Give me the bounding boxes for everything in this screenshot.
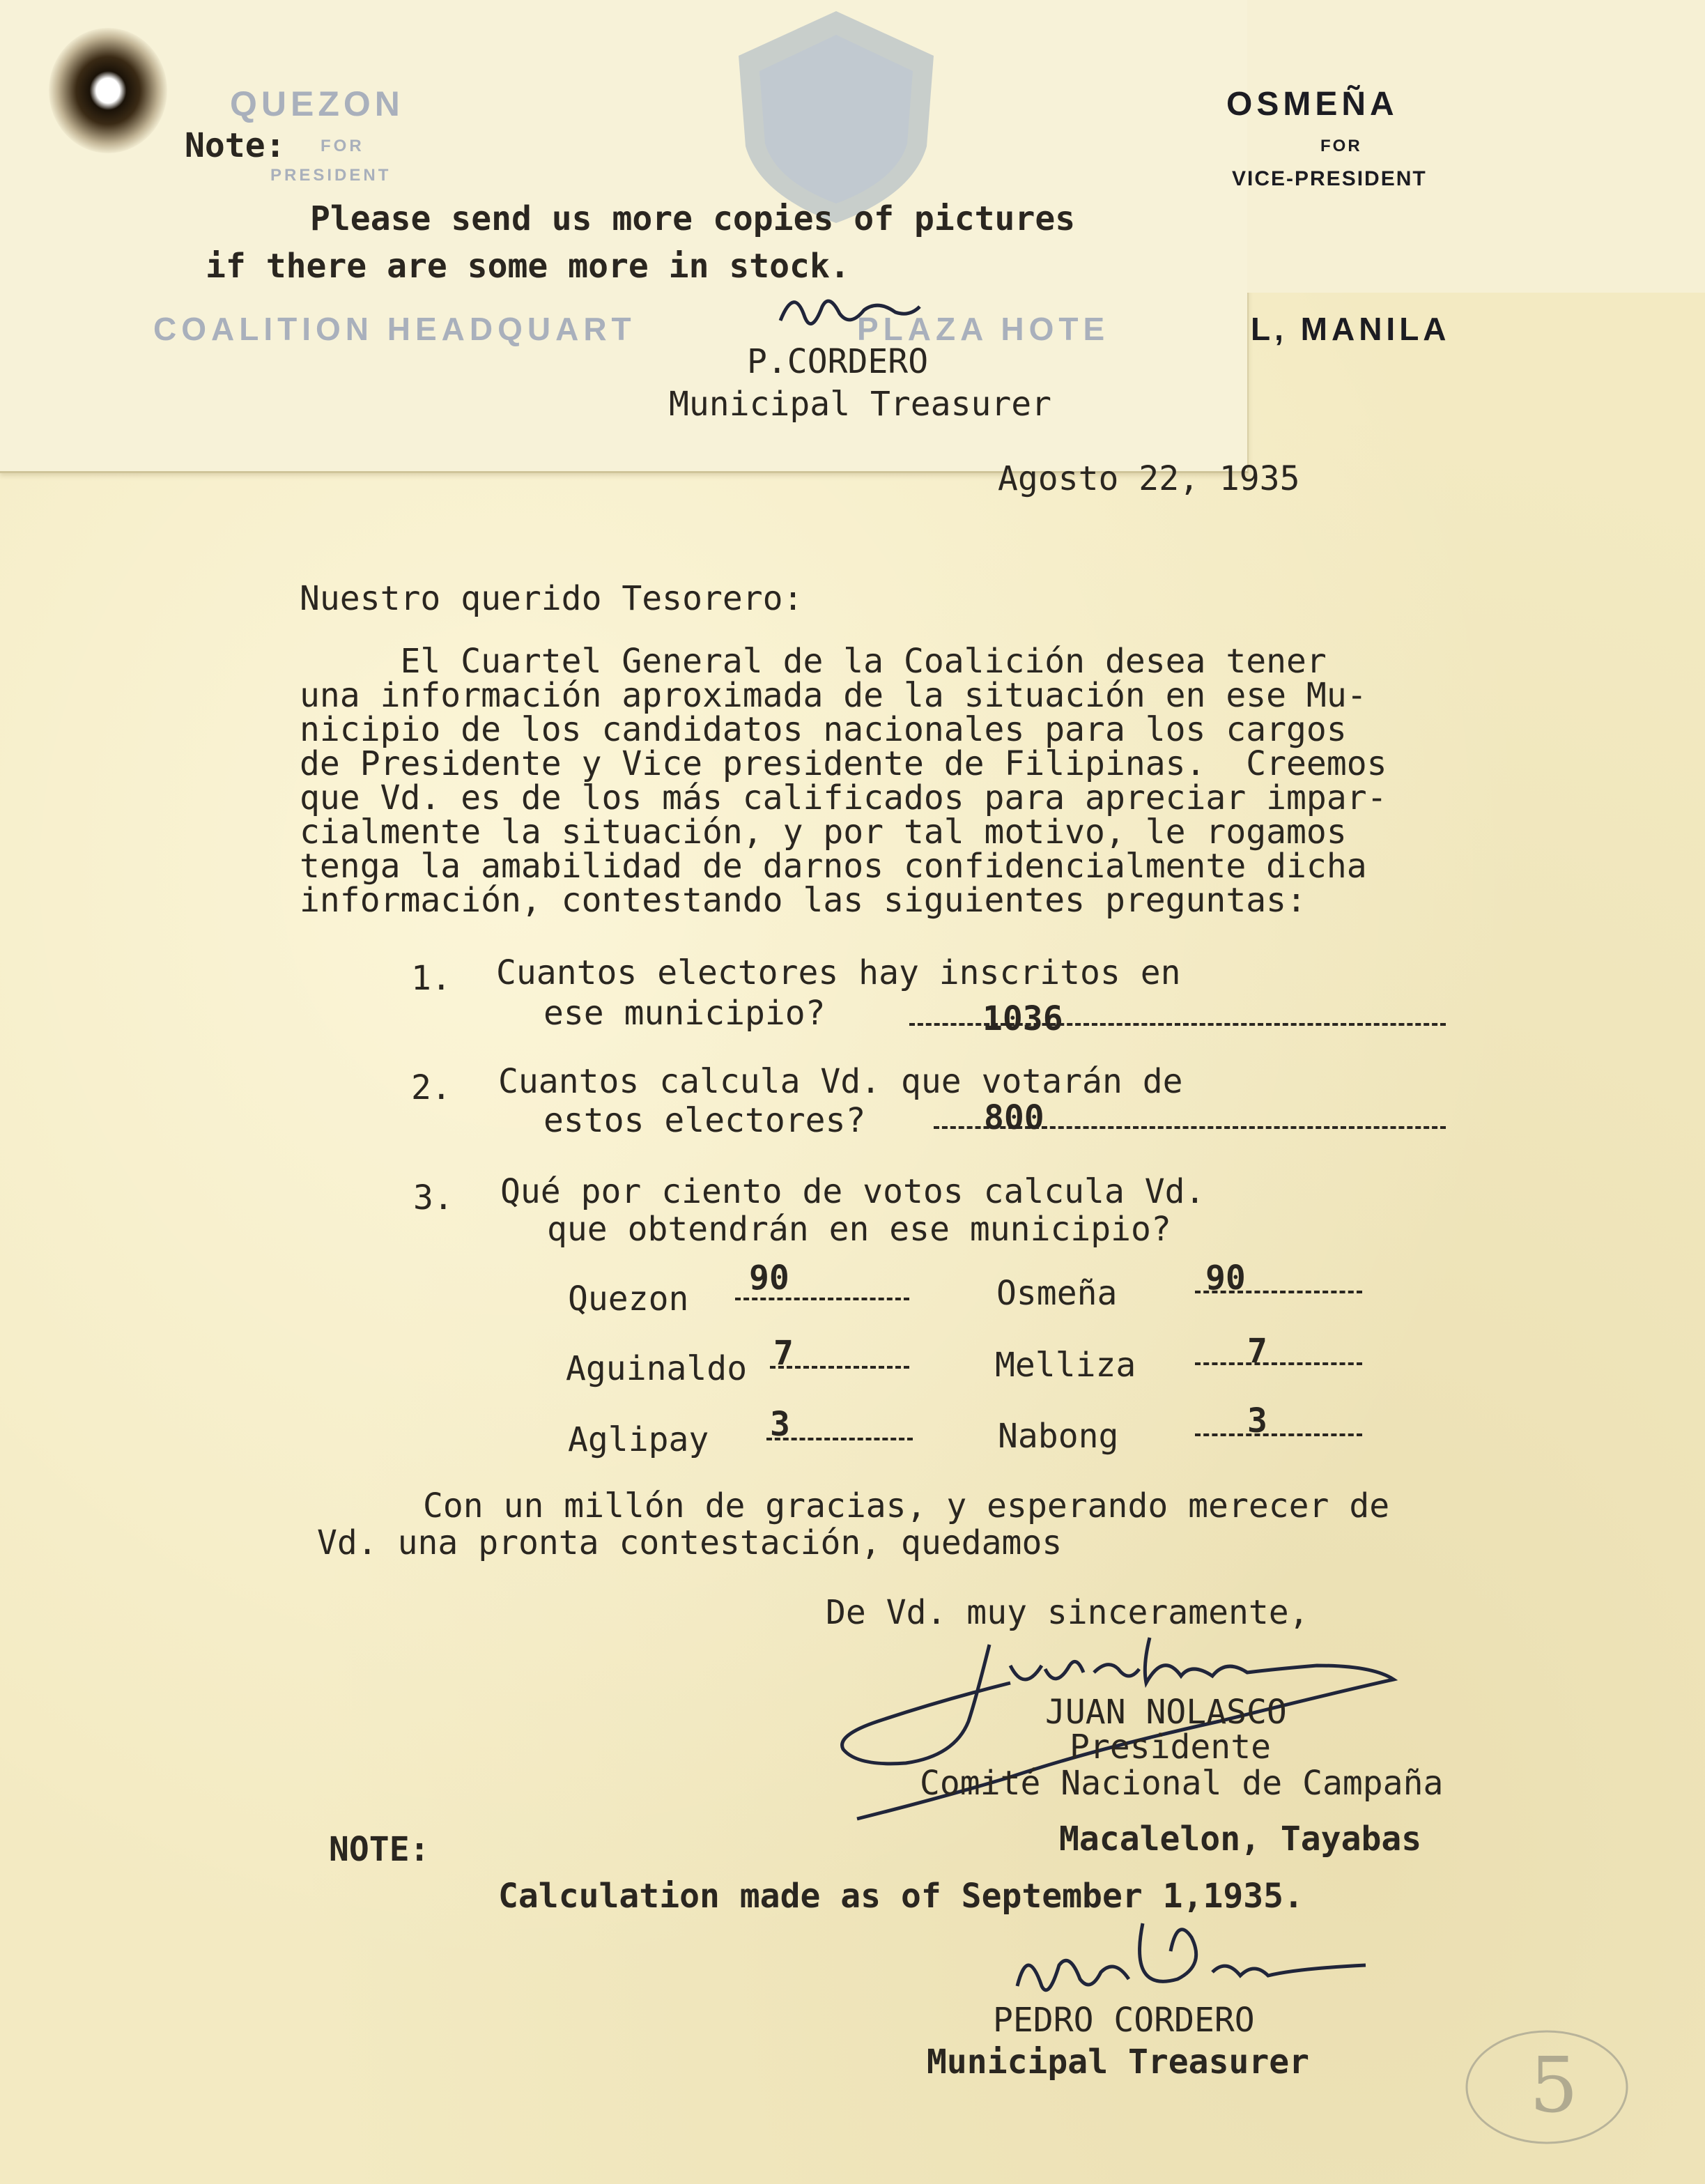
quezon-value: 90	[749, 1259, 789, 1298]
valediction: De Vd. muy sinceramente,	[826, 1593, 1309, 1632]
slip-signature	[773, 279, 927, 341]
question-1-line-2: ese municipio?	[543, 994, 826, 1033]
blank-line	[1195, 1291, 1362, 1293]
page-number-mark	[1456, 2021, 1637, 2153]
body-line: cialmente la situación, y por tal motivo, le rogamos	[300, 813, 1347, 852]
question-2-line-2: estos electores?	[543, 1101, 866, 1140]
letterhead-address-left: COALITION HEADQUART	[153, 311, 636, 347]
blank-line	[735, 1298, 909, 1300]
question-1-answer: 1036	[982, 999, 1063, 1038]
nolasco-title: Presidente	[1070, 1728, 1271, 1767]
page-mark-text: 5	[1529, 2040, 1578, 2130]
aglipay-label: Aglipay	[568, 1420, 709, 1459]
cordero-title: Municipal Treasurer	[927, 2043, 1310, 2082]
answer-line	[909, 1023, 1446, 1026]
letter-date: Agosto 22, 1935	[998, 459, 1300, 498]
melliza-label: Melliza	[995, 1346, 1136, 1385]
body-line: que Vd. es de los más calificados para apreciar impar-	[300, 778, 1387, 817]
question-3-line-2: que obtendrán en ese municipio?	[547, 1210, 1171, 1249]
footnote-label: NOTE:	[329, 1830, 430, 1869]
osmena-label: Osmeña	[996, 1274, 1118, 1313]
letterhead-left-office: PRESIDENT	[270, 166, 392, 185]
letterhead-address-right: L, MANILA	[1251, 311, 1451, 347]
nolasco-place: Macalelon, Tayabas	[1059, 1820, 1422, 1859]
body-line: información, contestando las siguientes preguntas:	[300, 881, 1306, 920]
letterhead-right-for: FOR	[1320, 137, 1362, 155]
cordero-signature	[1003, 1895, 1394, 2014]
answer-line	[934, 1126, 1446, 1129]
body-line: El Cuartel General de la Coalición desea tener	[300, 642, 1327, 681]
slip-line-2: if there are some more in stock.	[206, 247, 850, 286]
salutation: Nuestro querido Tesorero:	[300, 579, 803, 618]
nolasco-name: JUAN NOLASCO	[1045, 1693, 1287, 1732]
closing-line-1: Con un millón de gracias, y esperando merecer de	[423, 1486, 1390, 1525]
nabong-value: 3	[1247, 1401, 1267, 1440]
letterhead-right-candidate: OSMEÑA	[1226, 86, 1398, 123]
question-2-answer: 800	[984, 1098, 1044, 1137]
question-1-number: 1.	[411, 959, 452, 998]
body-line: una información aproximada de la situación en ese Mu-	[300, 676, 1367, 715]
slip-signer: P.CORDERO	[747, 342, 929, 381]
quezon-label: Quezon	[568, 1279, 689, 1318]
cordero-name: PEDRO CORDERO	[993, 2001, 1255, 2040]
shield-emblem-icon	[725, 7, 948, 230]
question-3-line-1: Qué por ciento de votos calcula Vd.	[500, 1172, 1205, 1211]
letterhead-left-candidate: QUEZON	[230, 84, 404, 123]
question-3-number: 3.	[413, 1178, 454, 1217]
letterhead-left-for: FOR	[321, 137, 364, 155]
body-line: nicipio de los candidatos nacionales para los cargos	[300, 710, 1347, 749]
closing-line-2: Vd. una pronta contestación, quedamos	[317, 1523, 1063, 1562]
question-2-number: 2.	[411, 1068, 452, 1107]
melliza-value: 7	[1247, 1332, 1267, 1371]
question-2-line-1: Cuantos calcula Vd. que votarán de	[498, 1062, 1183, 1101]
aguinaldo-value: 7	[773, 1334, 794, 1373]
body-line: tenga la amabilidad de darnos confidencialmente dicha	[300, 847, 1367, 886]
blank-line	[1195, 1433, 1362, 1436]
nolasco-org: Comité Nacional de Campaña	[920, 1764, 1444, 1803]
body-line: de Presidente y Vice presidente de Filipinas. Creemos	[300, 744, 1387, 783]
burn-mark	[49, 28, 167, 153]
nabong-label: Nabong	[998, 1417, 1119, 1456]
blank-line	[766, 1438, 913, 1440]
letterhead-right-office: VICE-PRESIDENT	[1232, 167, 1427, 190]
osmena-value: 90	[1205, 1259, 1246, 1298]
slip-note-label: Note:	[185, 126, 286, 165]
footnote-text: Calculation made as of September 1,1935.	[498, 1877, 1304, 1916]
slip-line-1: Please send us more copies of pictures	[310, 199, 1076, 238]
aguinaldo-label: Aguinaldo	[566, 1349, 748, 1388]
blank-line	[1195, 1362, 1362, 1365]
blank-line	[770, 1366, 909, 1369]
aglipay-value: 3	[770, 1405, 790, 1444]
slip-signer-title: Municipal Treasurer	[669, 385, 1052, 424]
letterhead-address-mid: PLAZA HOTE	[857, 311, 1110, 347]
question-1-line-1: Cuantos electores hay inscritos en	[496, 953, 1181, 992]
letterhead-right-panel	[1247, 0, 1705, 293]
